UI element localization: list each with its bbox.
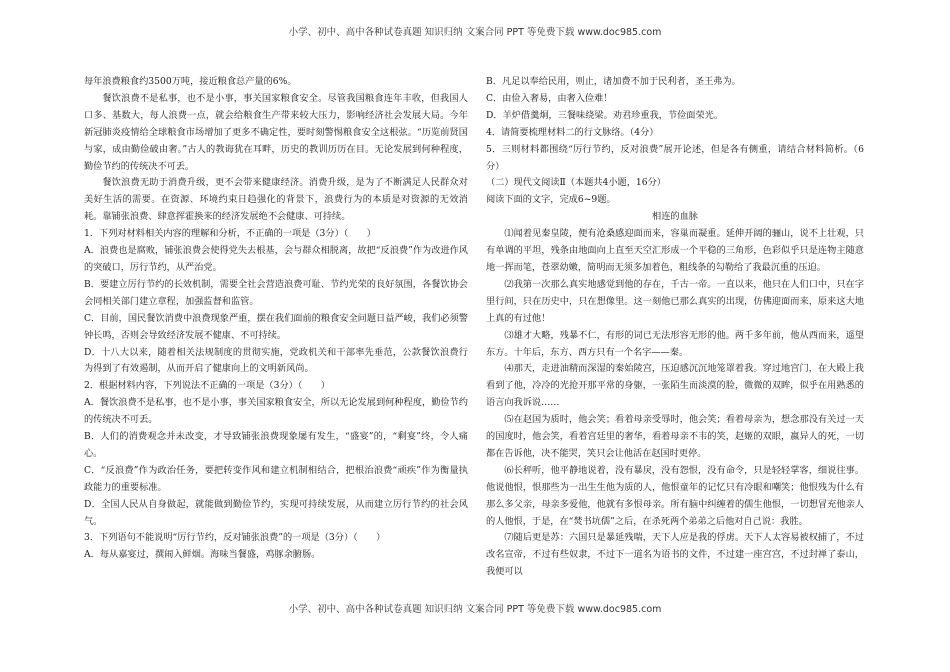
paragraph: 2．根据材料内容，下列说法不正确的一项是（3分）（ ） — [84, 380, 330, 392]
paragraph: C．由俭入奢易，由奢入俭难！ — [486, 92, 613, 104]
page-footer: 小学、初中、高中各种试卷真题 知识归纳 文案合同 PPT 等免费下载 www.doc985.com — [288, 604, 662, 615]
page-header: 小学、初中、高中各种试卷真题 知识归纳 文案合同 PPT 等免费下载 www.doc985.com — [288, 27, 662, 38]
paragraph: C．“反浪费”作为政治任务，要把转变作风和建立机制相结合，把根治浪费“顽疾”作为衡量执政能力的重要标准。 — [84, 464, 468, 493]
paragraph: D．羊炉借羹炯，三餐味绕梁。劝君珍重我，节俭面荣光。 — [486, 109, 724, 121]
paragraph: ⑵我第一次那么真实地感觉到他的存在，千古一帝。一直以来，他只在人们口中，只在字里行间，只在历史中，只在想像里。这一刻他已那么真实的出现，仿佛迎面而来，原来这大地上真的有过他！ — [486, 278, 864, 324]
paragraph: ⑴闻着见秦皇陵，便有沧桑感迎面而来，容巢而凝重。延伸开阔的骊山，说不上壮观，只有单调的平坦，残条由地面向上直至天空汇形成一个平稳的三角形，色彩似乎只是连物主随意地一挥而笔，苍翠幼嫩，简明而无须多加着色，粗线条的勾勒给了我最沉重的压迫。 — [486, 228, 864, 273]
paragraph: A．浪费也是腐败，铺张浪费会使得党失去根基，会与群众相脱离，故把“反浪费”作为改进作风的突破口，厉行节约，从严治党。 — [84, 245, 468, 273]
paragraph: 阅读下面的文字，完成6~9题。 — [486, 194, 616, 206]
paragraph: A．餐饮浪费不是私事，也不是小事，事关国家粮食安全，所以无论发展到何种程度，勤俭节约的传统决不可丢。 — [84, 397, 468, 426]
paragraph: 3．下列语句不能说明“厉行节约，反对铺张浪费”的一项是（3分）（ ） — [84, 532, 386, 544]
paragraph: 4．请简要梳理材料二的行文脉络。（4分） — [486, 126, 659, 138]
paragraph: ⑷那天，走进油精而深湿的秦始陵宫，压迫感沉沉地笼罩着我。穿过地宫门，在大殿上我看到了他，冷冷的光抢开那平常的身躯，一张陌生而淡漠的脸，微微的双眸，似乎在用熟悉的语言向我诉说…… — [486, 363, 864, 409]
paragraph: C．目前，国民餐饮消费中浪费现象严重，摆在我们面前的粮食安全问题日益严峻，我们必须警钟长鸣，否则会导致经济发展不健康、不可持续。 — [84, 312, 468, 341]
paragraph: 餐饮浪费无助于消费升级，更不会带来健康经济。消费升级，是为了不断满足人民群众对美好生活的需要。在资源、环境约束日趋强化的背景下，浪费行为的本质是对资源的无效消耗。靠铺张浪费、肆意挥霍换来的经济发展绝不会健康、可持续。 — [84, 177, 468, 223]
paragraph: ⑶雄才大略，残暴不仁，有形的词已无法形容无形的他。两千多年前，他从西而来，遥望东方。十年后，东方、西方只有一个名字——秦。 — [486, 329, 864, 358]
paragraph: 相连的血脉 — [652, 211, 698, 223]
paragraph: B．凡足以奉给民用，则止，诸加费不加于民利者，圣王弗为。 — [486, 76, 741, 87]
paragraph: D．全国人民从自身做起，就能做到勤俭节约，实现可持续发展，从而建立厉行节约的社会风气。 — [84, 498, 468, 527]
paragraph: A．每从嘉宴过，撰闹入鲜烟。海味当餐盛，鸡豚余腑肠。 — [84, 549, 321, 561]
paragraph: 每年浪费粮食约3500万吨，接近粮食总产量的6%。 — [84, 76, 297, 87]
paragraph: ⑹长秤听，他平静地说着，没有暴戾，没有怨恨，没有命令，只是轻轻掌客，细说往事。他说他恨，恨那些为一出生生他为质的人，他恨童年的记忆只有冷眼和嘲笑；他恨残为什么有那么多父亲，母亲多爱他，他就有多恨母亲。所有脑中纠缠着的儒生他恨，一切想冒充他亲人的人他恨，于是，在“焚书坑儒”之后，在杀死两个弟弟之后他对自己说：我胜。 — [486, 464, 864, 527]
paragraph: （二）现代文阅读Ⅱ（本题共4小题，16分） — [486, 177, 666, 189]
paragraph: B．人们的消费观念并未改变，才导致铺张浪费现象屡有发生，“盛宴”的，“剩宴”终，令人痛心。 — [84, 431, 468, 459]
paragraph: D．十八大以来，随着相关法规制度的贯彻实施，党政机关和干部率先垂范，公款餐饮浪费行为得到了有效遏制，从而开启了健康向上的文明新风尚。 — [84, 346, 468, 375]
paragraph: ⑺随后更是苏：六国只是暴延残喘，天下人应是我的俘虏。天下人太容易被权捕了，不过改名宣帝，不过有些奴隶，不过下一道名为语书的文件，不过建一座宫宫，不过封禅了泰山，我便可以 — [486, 532, 864, 578]
paragraph: 餐饮浪费不是私事，也不是小事，事关国家粮食安全。尽管我国粮食连年丰收，但我国人口多、基数大，每人浪费一点，就会给粮食生产带来较大压力，影响经济社会发展大局。今年新冠肺炎疫情给全球粮食市场增加了更多不确定性，要时刻警惕粮食安全这根弦。“历览前贤国与家，成由勤俭破由奢。”古人的教诲犹在耳畔，历史的教训历历在目。无论发展到何种程度，勤俭节约的传统决不可丢。 — [84, 92, 468, 172]
paragraph: 1．下列对材料相关内容的理解和分析，不正确的一项是（3分）（ ） — [84, 228, 376, 240]
paragraph: B．要建立厉行节约的长效机制，需要全社会营造浪费可耻、节约光荣的良好氛围，各餐饮协会会同相关部门建立章程，加强监督和监管。 — [84, 278, 468, 307]
left-column — [84, 74, 468, 564]
right-column — [486, 74, 864, 581]
paragraph: 5．三则材料都围绕“厉行节约，反对浪费”展开论述，但是各有侧重，请结合材料简析。（6分） — [486, 143, 864, 172]
paragraph: ⑸在赵国为质时，他会笑；看着母亲受辱时，他会笑；看着母亲为，想念那没有关过一天的国度时，他会笑，看着宫廷里的奢华，看着母亲不韦的笑，赵姬的双眼，嬴异人的死，一切都在告诉他，决不能哭，笑只会让他活在赵国时更停。 — [486, 414, 864, 459]
